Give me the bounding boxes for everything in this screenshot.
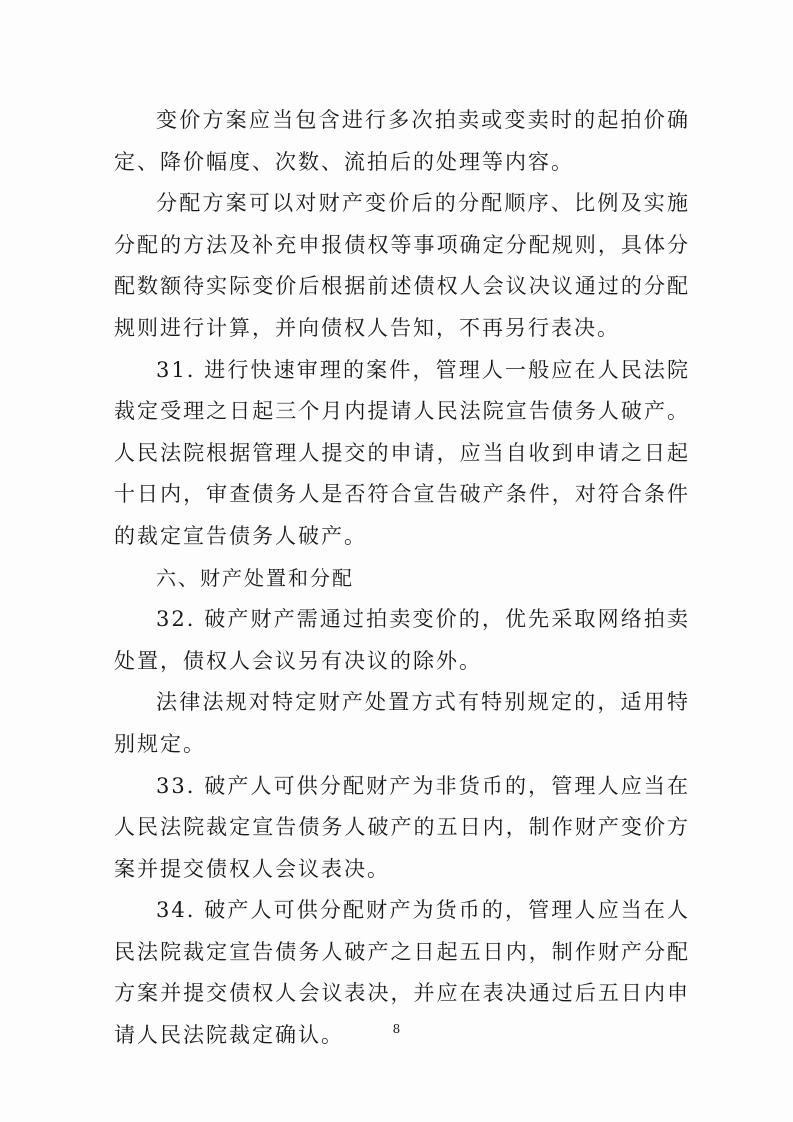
paragraph-article-34: 34. 破产人可供分配财产为货币的，管理人应当在人民法院裁定宣告债务人破产之日起五日内，制作财产分配方案并提交债权人会议表决，并应在表决通过后五日内申请人民法院裁定确认。 [114, 898, 690, 1048]
paragraph-article-33: 33. 破产人可供分配财产为非货币的，管理人应当在人民法院裁定宣告债务人破产的五日内，制作财产变价方案并提交债权人会议表决。 [114, 773, 690, 881]
page-number: 8 [392, 1022, 401, 1036]
paragraph-special-provisions: 法律法规对特定财产处置方式有特别规定的，适用特别规定。 [114, 690, 690, 756]
paragraph-article-31: 31. 进行快速审理的案件，管理人一般应在人民法院裁定受理之日起三个月内提请人民法院宣告债务人破产。人民法院根据管理人提交的申请，应当自收到申请之日起十日内，审查债务人是否符合宣告破产条件，对符合条件的裁定宣告债务人破产。 [114, 357, 690, 548]
paragraph-article-32: 32. 破产财产需通过拍卖变价的，优先采取网络拍卖处置，债权人会议另有决议的除外。 [114, 607, 690, 673]
section-heading-property-disposal: 六、财产处置和分配 [156, 565, 354, 590]
paragraph-auction-plan: 变价方案应当包含进行多次拍卖或变卖时的起拍价确定、降价幅度、次数、流拍后的处理等内容。 [114, 108, 690, 174]
paragraph-distribution-plan: 分配方案可以对财产变价后的分配顺序、比例及实施分配的方法及补充申报债权等事项确定分配规则，具体分配数额待实际变价后根据前述债权人会议决议通过的分配规则进行计算，并向债权人告知，不再另行表决。 [114, 191, 690, 340]
document-body [114, 100, 690, 1057]
